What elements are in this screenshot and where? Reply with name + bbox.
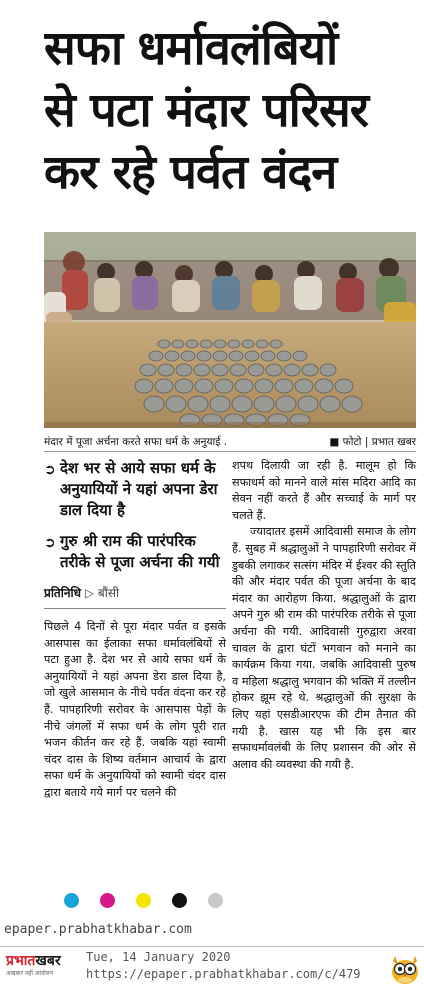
photo-caption: मंदार में पूजा अर्चना करते सफा धर्म के अनुयाई . — [44, 436, 228, 448]
arrow-right-icon: ➲ — [44, 462, 56, 478]
print-color-bar — [44, 890, 416, 910]
reporter-location: बौंसी — [97, 586, 120, 600]
news-photo-image — [44, 232, 416, 428]
left-column — [44, 458, 226, 802]
article-body-left — [44, 619, 226, 802]
article-paragraph-right-2: ज्यादातर इसमें आदिवासी समाज के लोग हैं. सुबह में श्रद्धालुओं ने पापहारिणी सरोवर में डुबकी लगाकर सत्संग मंदिर में ईश्वर की स्तुति की और मंदार पर्वत की पूजा अर्चना के बाद मंदार का आरोहण किया. श्रद्धालुओं के द्वारा अपने गुरु श्री राम की पारंपरिक तरीके से पूजा अर्चना की गयी. आदिवासी गुरुद्वारा अरवा चावल के द्वारा घंटों भगवान को मनाने का कार्यक्रम किया गया. जबकि आदिवासी पुरुष व महिला श्रद्धालु भगवान की भक्ति में तल्लीन होकर झूम रहे थे. श्रद्धालुओं की सुरक्षा के लिए यहां एसडीआरएफ की टीम तैनात की गयी है. खास यह भी कि इस बार सफाधर्मावलंबी के लिए प्रशासन की ओर से अलाव की व्यवस्था की गयी है. — [232, 525, 416, 771]
color-swatch-magenta — [100, 893, 115, 908]
triangle-right-icon: ▷ — [84, 586, 98, 600]
prabhat-khabar-logo — [6, 952, 78, 982]
highlight-1 — [44, 458, 226, 521]
headline-line-2: से पटा मंदार परिसर — [44, 83, 368, 138]
epaper-site-url[interactable]: epaper.prabhatkhabar.com — [4, 922, 192, 937]
article-paragraph-left: पिछले 4 दिनों से पूरा मंदार पर्वत व इसके आसपास का ईलाका सफा धर्मावलंबियों से पटा हुआ है. देश भर से आये सफा धर्म के अनुयायियों ने यहां अपना डेरा डाल दिया है, जो खुले आसमान के नीचे पर्वत वंदना कर रहे हैं. पापहारिणी सरोवर के आसपास पेड़ों के नीचे जंगलों में सफा धर्म के लोग पूरी रात भजन कीर्तन कर रहे हैं. जबकि यहां स्वामी चंदर दास के शिष्य वर्तमान आचार्य के द्वारा सफा धर्म के अनुयायियों को स्वामी चंदर दास द्वारा बताये गये मार्ग पर चलने की — [44, 620, 226, 799]
reporter-label: प्रतिनिधि — [44, 586, 82, 600]
article-paragraph-right-1: शपथ दिलायी जा रही है. मालूम हो कि सफाधर्म को मानने वाले मांस मदिरा आदि का सेवन नहीं करते हैं और सच्चाई के मार्ग पर चलते हैं. — [232, 459, 416, 522]
publication-date: Tue, 14 January 2020 — [86, 950, 231, 964]
news-photo — [44, 232, 416, 428]
logo-tagline: अखबार नहीं आंदोलन — [6, 970, 54, 977]
color-swatch-gray — [208, 893, 223, 908]
color-swatch-cyan — [64, 893, 79, 908]
highlight-1-text: देश भर से आये सफा धर्म के अनुयायियों ने यहां अपना डेरा डाल दिया है — [60, 459, 218, 519]
owl-icon — [390, 953, 420, 985]
photo-caption-bar — [44, 432, 416, 452]
right-column — [232, 458, 416, 773]
reporter-line — [44, 583, 226, 609]
footer-divider — [0, 946, 424, 947]
article-body-right — [232, 458, 416, 773]
color-swatch-black — [172, 893, 187, 908]
highlight-2-text: गुरु श्री राम की पारंपरिक तरीके से पूजा अर्चना की गयी — [60, 532, 220, 571]
photo-credit: ■ फोटो | प्रभात खबर — [329, 436, 416, 448]
logo-word-1: प्रभात — [6, 953, 36, 969]
highlight-2 — [44, 531, 226, 573]
headline — [44, 18, 416, 204]
color-swatch-yellow — [136, 893, 151, 908]
headline-line-1: सफा धर्मावलंबियों — [44, 21, 338, 76]
arrow-right-icon: ➲ — [44, 535, 56, 551]
logo-word-2: खबर — [35, 953, 61, 969]
headline-line-3: कर रहे पर्वत वंदन — [44, 145, 337, 200]
epaper-link[interactable]: https://epaper.prabhatkhabar.com/c/479 — [86, 967, 361, 981]
logo-wordmark — [6, 952, 78, 970]
